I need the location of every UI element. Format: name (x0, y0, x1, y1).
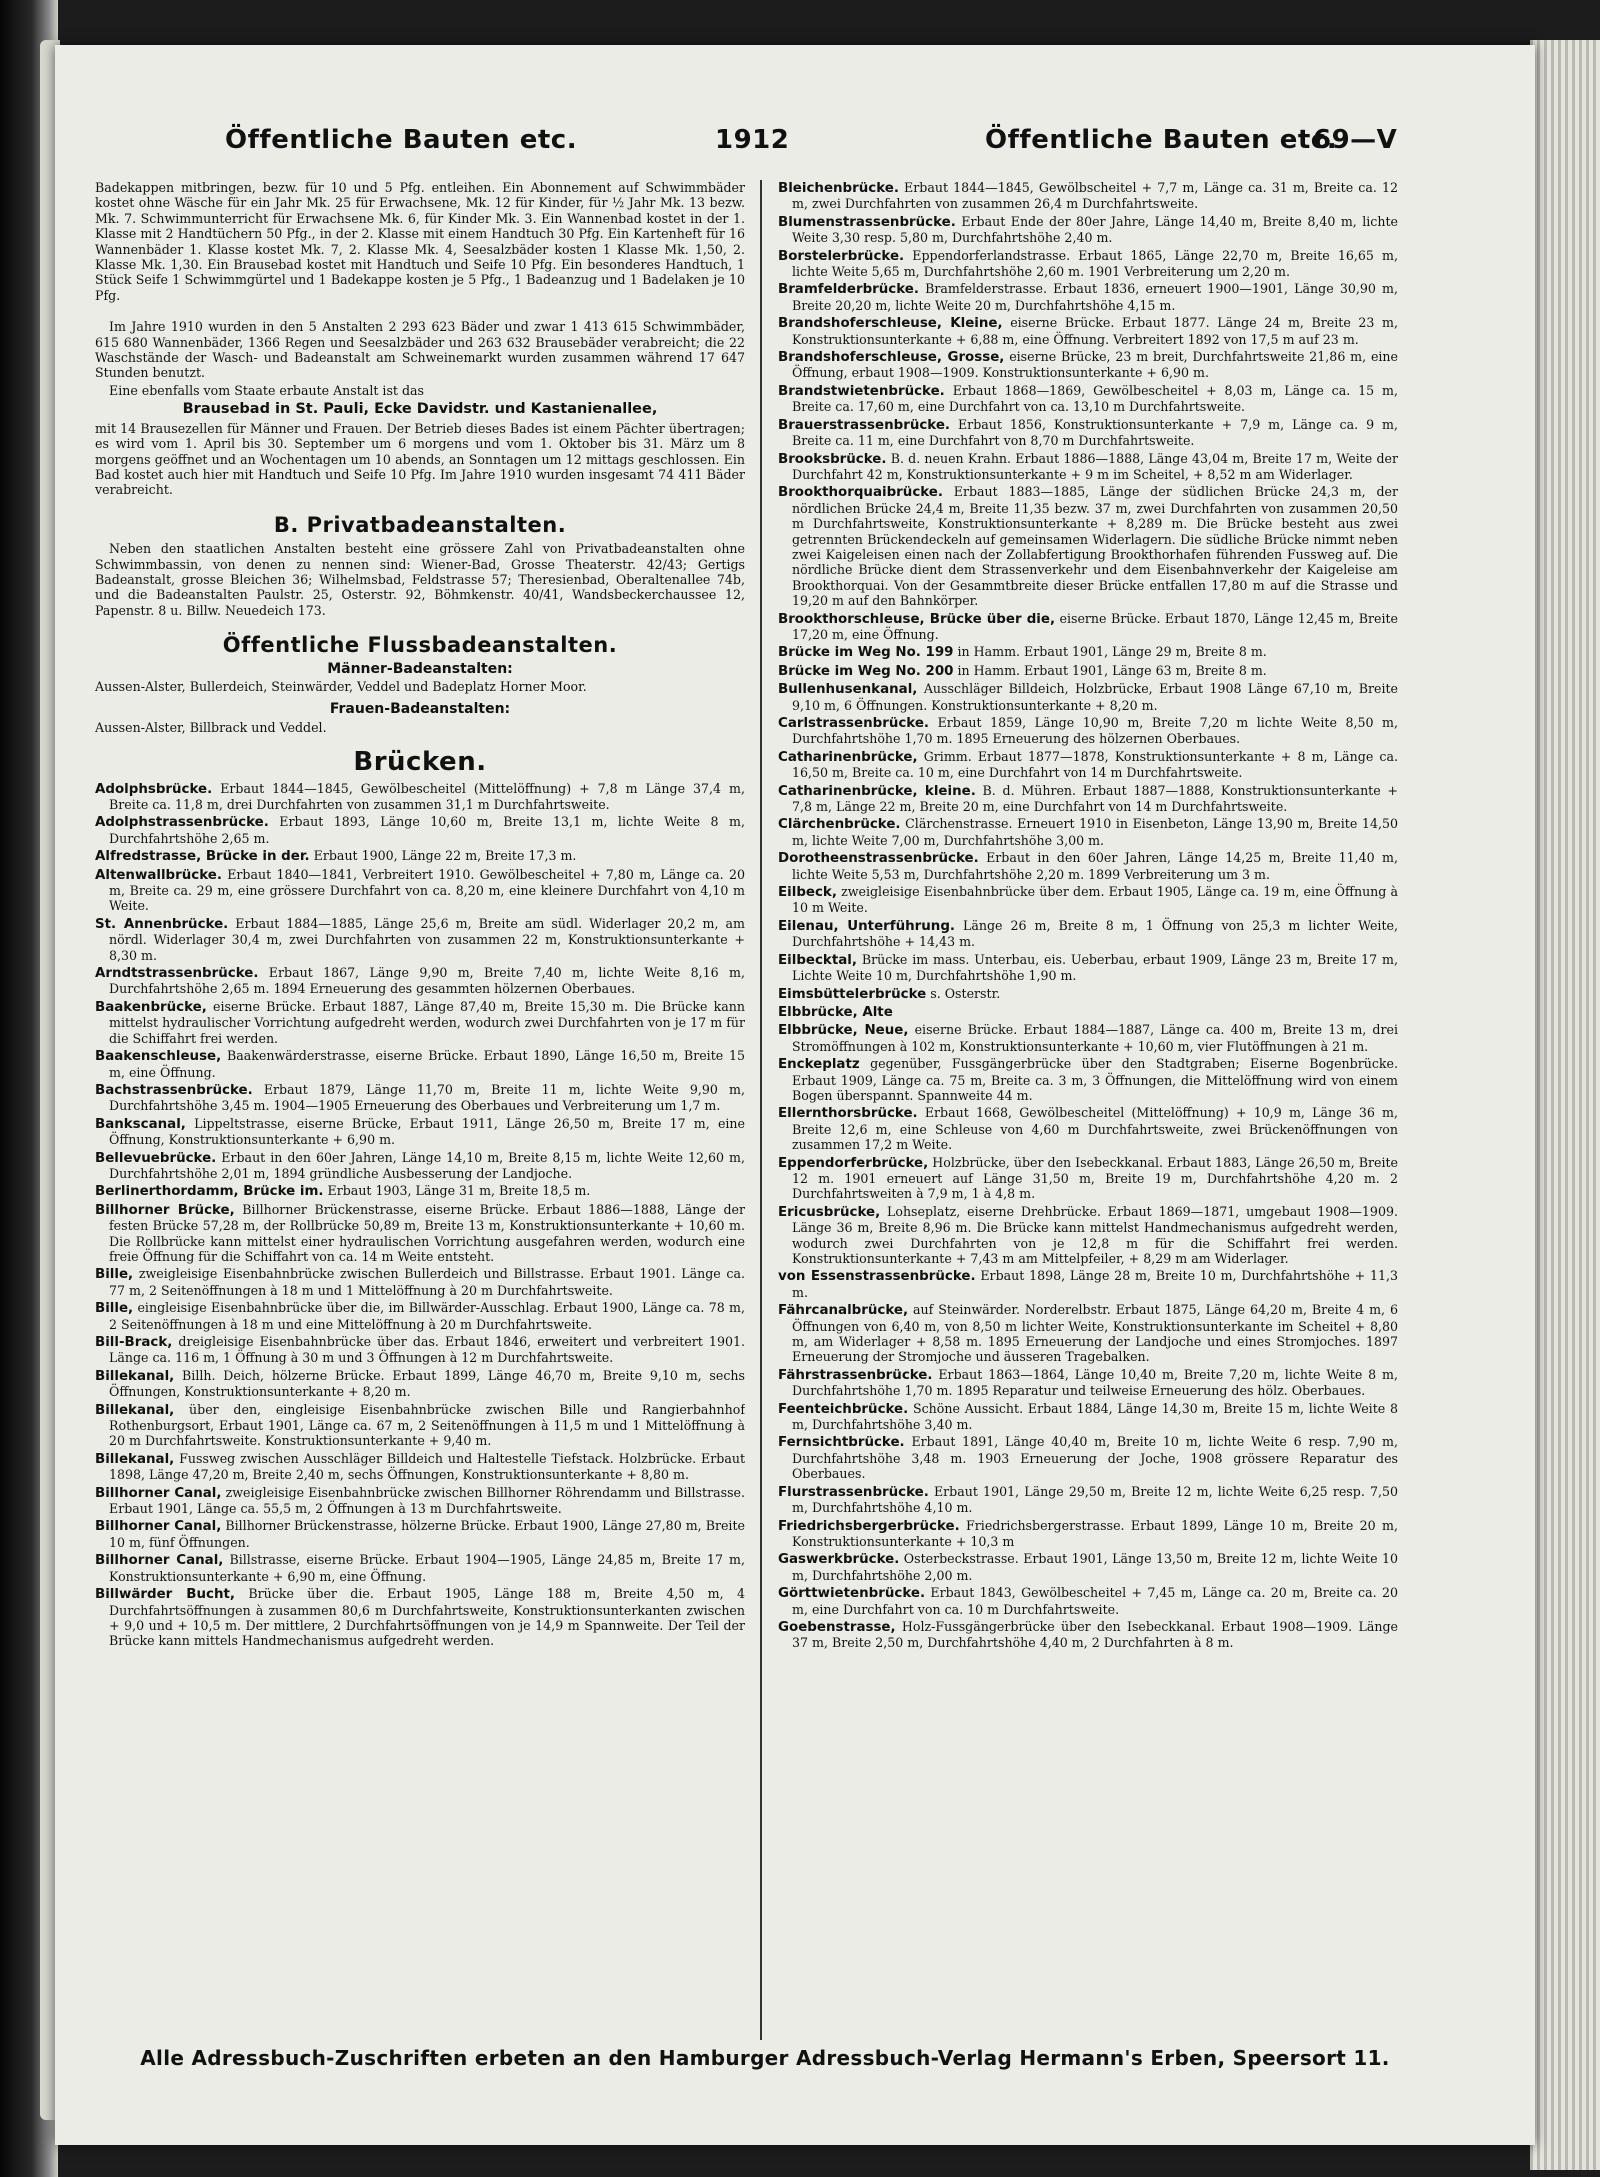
bridge-name: Blumenstrassenbrücke. (778, 214, 956, 230)
bridge-name: Brandstwietenbrücke. (778, 383, 945, 399)
bridge-name: Catharinenbrücke, (778, 749, 918, 765)
bridge-entry (95, 1116, 745, 1148)
privat-text: Neben den staatlichen Anstalten besteht eine grössere Zahl von Privatbadeanstalten ohne Schwimmbassin, von denen zu nennen sind: Wiener-Bad, Grosse Theaterstr. 42/43; Gertigs Badeanstalt, grosse Bleichen 36; Wilhelmsbad, Feldstrasse 57; Theresienbad, Oberaltenallee 74b, und die Badeanstalten Paulstr. 25, Osterstr. 92, Böhmkenstr. 40/41, Wandsbeckerchaussee 12, Papenstr. 8 u. Billw. Neuedeich 173. (95, 541, 745, 618)
bridge-details: B. d. Mühren. Erbaut 1887—1888, Konstruktionsunterkante + 7,8 m, Länge 22 m, Breite 20 m, eine Durchfahrt von 14 m Durchfahrtsweite. (792, 782, 1398, 815)
bridge-name: Görttwietenbrücke. (778, 1586, 926, 1602)
bridge-entry (778, 918, 1398, 950)
bridge-entry (778, 315, 1398, 347)
bridge-name: Billwärder Bucht, (95, 1587, 235, 1603)
header-year: 1912 (715, 125, 790, 155)
bridge-name: Eppendorferbrücke, (778, 1155, 929, 1171)
bridge-name: Altenwallbrücke. (95, 867, 222, 883)
bridge-details: in Hamm. Erbaut 1901, Länge 29 m, Breite 8 m. (957, 644, 1267, 660)
bridge-details: Länge 26 m, Breite 8 m, 1 Öffnung von 25,3 m lichter Weite, Durchfahrtshöhe + 14,43 m. (792, 917, 1398, 950)
bridge-entry (778, 1022, 1398, 1054)
bridge-details: Schöne Aussicht. Erbaut 1884, Länge 14,30 m, Breite 15 m, lichte Weite 8 m, Durchfahrtshöhe 3,40 m. (792, 1400, 1398, 1433)
bridge-details: Eppendorferlandstrasse. Erbaut 1865, Länge 22,70 m, Breite 16,65 m, lichte Weite 5,65 m, Durchfahrtshöhe 2,60 m. 1901 Verbreiterung um 2,20 m. (792, 247, 1398, 280)
bridge-name: Fährcanalbrücke, (778, 1303, 909, 1319)
bridge-name: Bille, (95, 1301, 134, 1317)
bridge-details: Erbaut 1863—1864, Länge 10,40 m, Breite 7,20 m, lichte Weite 8 m, Durchfahrtshöhe 1,70 m. 1895 Reparatur und teilweise Erneuerung des hölz. Oberbaues. (792, 1366, 1398, 1399)
bridge-name: Bill-Brack, (95, 1335, 173, 1350)
bridge-entry (95, 965, 745, 997)
bridge-entry (95, 1300, 745, 1332)
fluss-section-title: Öffentliche Flussbadeanstalten. (222, 633, 618, 658)
bridge-details: Erbaut 1844—1845, Gewölbscheitel + 7,7 m, Länge ca. 31 m, Breite ca. 12 m, zwei Durchfahrten von zusammen 26,4 m Durchfahrtsweite. (792, 180, 1398, 212)
bridge-details: zweigleisige Eisenbahnbrücke über dem. Erbaut 1905, Länge ca. 19 m, eine Öffnung à 10 m Weite. (792, 884, 1398, 916)
bridge-entry (95, 1368, 745, 1400)
bridge-details: Erbaut 1893, Länge 10,60 m, Breite 13,1 m, lichte Weite 8 m, Durchfahrtshöhe 2,65 m. (109, 814, 745, 846)
bridge-details: Billh. Deich, hölzerne Brücke. Erbaut 1899, Länge 46,70 m, Breite 9,10 m, sechs Öffnungen, Konstruktionsunterkante + 8,20 m. (109, 1367, 745, 1400)
footer-advertisement: Alle Adressbuch-Zuschriften erbeten an den Hamburger Adressbuch-Verlag Hermann's Erben, Speersort 11. (140, 2046, 1390, 2070)
column-divider (760, 180, 762, 2040)
intro-lead: Eine ebenfalls vom Staate erbaute Anstalt ist das (109, 382, 425, 398)
bridge-details: Ausschläger Billdeich, Holzbrücke, Erbaut 1908 Länge 67,10 m, Breite 9,10 m, 6 Öffnungen. Konstruktionsunterkante + 8,20 m. (792, 681, 1398, 713)
bridge-details: Erbaut 1879, Länge 11,70 m, Breite 11 m, lichte Weite 9,90 m, Durchfahrtshöhe 3,45 m. 1904—1905 Erneuerung des Oberbaues und Verbreiterung um 1,7 m. (109, 1081, 745, 1114)
bridge-details: in Hamm. Erbaut 1901, Länge 63 m, Breite 8 m. (957, 662, 1267, 678)
bridge-details: Erbaut Ende der 80er Jahre, Länge 14,40 m, Breite 8,40 m, lichte Weite 3,30 resp. 5,80 m, Durchfahrtshöhe 2,40 m. (792, 213, 1398, 246)
bridge-details: Erbaut 1859, Länge 10,90 m, Breite 7,20 m lichte Weite 8,50 m, Durchfahrtshöhe 1,70 m. 1895 Erneuerung des hölzernen Oberbaues. (792, 715, 1398, 747)
bridge-entry (778, 281, 1398, 313)
bridge-details: Holz-Fussgängerbrücke über den Isebeckkanal. Erbaut 1908—1909. Länge 37 m, Breite 2,50 m, Durchfahrtshöhe 4,40 m, 2 Durchfahrten à 8 m. (792, 1618, 1398, 1651)
bridge-entry (778, 1268, 1398, 1300)
header-right-title: Öffentliche Bauten etc. (985, 125, 1338, 155)
bridge-name: Bachstrassenbrücke. (95, 1082, 253, 1098)
bridge-details: Billhorner Brückenstrasse, hölzerne Brücke. Erbaut 1900, Länge 27,80 m, Breite 10 m, fünf Öffnungen. (109, 1518, 745, 1550)
bridge-details: Erbaut 1868—1869, Gewölbescheitel + 8,03 m, Länge ca. 15 m, Breite ca. 17,60 m, eine Durchfahrt von ca. 13,10 m Durchfahrtsweite. (792, 382, 1398, 415)
bridge-details: Erbaut in den 60er Jahren, Länge 14,10 m, Breite 8,15 m, lichte Weite 12,60 m, Durchfahrtshöhe 2,01 m, 1894 gründliche Ausbesserung der Landjoche. (109, 1149, 745, 1181)
bridge-name: Bullenhusenkanal, (778, 682, 918, 698)
bridge-entry (95, 1552, 745, 1584)
bridge-entry (778, 611, 1398, 643)
bridge-entry (778, 850, 1398, 882)
bridge-entry (778, 1434, 1398, 1481)
bridge-name: Fernsichtbrücke. (778, 1435, 905, 1451)
bridge-details: Bramfelderstrasse. Erbaut 1836, erneuert 1900—1901, Länge 30,90 m, Breite 20,20 m, lichte Weite 20 m, Durchfahrtshöhe 4,15 m. (792, 281, 1398, 313)
bridge-name: Billhorner Canal, (95, 1519, 222, 1535)
bridge-details: dreigleisige Eisenbahnbrücke über das. Erbaut 1846, erweitert und verbreitert 1901. Länge ca. 116 m, 1 Öffnung à 30 m und 3 Öffnungen à 12 m Durchfahrtsweite. (109, 1334, 745, 1366)
bridge-entry (95, 1334, 745, 1366)
bridge-entry (778, 248, 1398, 280)
bridge-entry (778, 1619, 1398, 1651)
bridge-name: Baakenschleuse, (95, 1049, 222, 1065)
bridge-entry (95, 1082, 745, 1114)
bridge-entry (95, 1048, 745, 1080)
bridge-name: Borstelerbrücke. (778, 248, 905, 264)
bridge-details: Brücke im mass. Unterbau, eis. Ueberbau, erbaut 1909, Länge 23 m, Breite 17 m, Lichte Weite 10 m, Durchfahrtshöhe 1,90 m. (792, 951, 1398, 984)
bridge-name: Feenteichbrücke. (778, 1401, 909, 1417)
bridge-entry (778, 1401, 1398, 1433)
bridge-entry (778, 214, 1398, 246)
bruecken-section-title: Brücken. (353, 747, 487, 778)
bridge-details: Billhorner Brückenstrasse, eiserne Brücke. Erbaut 1886—1888, Länge der festen Brücke 57,28 m, der Rollbrücke 50,89 m, Breite 13 m, Konstruktionsunterkante + 10,60 m. Die Rollbrücke kann mittelst einer hydraulischen Vorrichtung ausgefahren werden, wodurch eine freie Öffnung für die Schiffahrt von ca. 14 m Weite entsteht. (109, 1201, 745, 1264)
bridge-details: eiserne Brücke. Erbaut 1877. Länge 24 m, Breite 23 m, Konstruktionsunterkante + 6,88 m, eine Öffnung. Verbreitert 1892 von 17,5 m auf 23 m. (792, 315, 1398, 347)
bridge-details: eiserne Brücke. Erbaut 1887, Länge 87,40 m, Breite 15,30 m. Die Brücke kann mittelst hydraulischer Vorrichtung aufgedreht werden, wodurch zwei Durchfahrten von je 17 m für die Schiffahrt frei werden. (109, 998, 745, 1046)
bridge-details: Baakenwärderstrasse, eiserne Brücke. Erbaut 1890, Länge 16,50 m, Breite 15 m, eine Öffnung. (109, 1048, 745, 1080)
bridge-entry (95, 848, 745, 864)
bridge-name: Bleichenbrücke. (778, 181, 899, 196)
bridge-details: eiserne Brücke. Erbaut 1870, Länge 12,45 m, Breite 17,20 m, eine Öffnung. (792, 610, 1398, 642)
bridge-entry (95, 1586, 745, 1649)
bridge-name: Friedrichsbergerbrücke. (778, 1518, 960, 1534)
bridge-entry (778, 1551, 1398, 1583)
bridge-details: eiserne Brücke, 23 m breit, Durchfahrtsweite 21,86 m, eine Öffnung, erbaut 1908—1909. Konstruktionsunterkante + 6,90 m. (792, 349, 1398, 381)
intro-paragraph: Badekappen mitbringen, bezw. für 10 und 5 Pfg. entleihen. Ein Abonnement auf Schwimmbäder kostet ohne Wäsche für ein Jahr Mk. 25 für Erwachsene, Mk. 12 für Kinder, für ½ Jahr Mk. 13 bezw. Mk. 7. Schwimmunterricht für Erwachsene Mk. 6, für Kinder Mk. 3. Ein Wannenbad kostet in der 1. Klasse mit 2 Handtüchern 50 Pfg., in der 2. Klasse mit einem Handtuch 30 Pfg. Ein Kartenheft für 16 Wannenbäder 1. Klasse kostet Mk. 7, 2. Klasse Mk. 4, Seesalzbäder kosten 1 Klasse Mk. 1,50, 2. Klasse Mk. 1,30. Ein Brausebad kostet mit Handtuch und Seife 10 Pfg. Ein besonderes Handtuch, 1 Stück Seife 1 Schwimmgürtel und 1 Badekappe kosten je 5 Pfg., 1 Badeanzug und 1 Badelaken je 10 Pfg. (95, 180, 745, 303)
bridge-name: von Essenstrassenbrücke. (778, 1269, 976, 1285)
bridge-name: Ellernthorsbrücke. (778, 1106, 918, 1122)
header-page-number: 69—V (1313, 125, 1398, 155)
bridge-entry (778, 816, 1398, 848)
bridge-entry (95, 1202, 745, 1265)
bridge-entry (95, 867, 745, 914)
right-column (778, 180, 1398, 2042)
bridge-details: Billstrasse, eiserne Brücke. Erbaut 1904—1905, Länge 24,85 m, Breite 17 m, Konstruktionsunterkante + 6,90 m, eine Öffnung. (109, 1552, 745, 1584)
brausebad-title: Brausebad in St. Pauli, Ecke Davidstr. und Kastanienallee, (182, 401, 658, 418)
brausebad-text: mit 14 Brausezellen für Männer und Frauen. Der Betrieb dieses Bades ist einem Pächter übertragen; es wird vom 1. April bis 30. September um 6 morgens und vom 1. Oktober bis 31. März um 8 morgens geöffnet und an Wochentagen um 10 abends, an Sonntagen um 12 mittags geschlossen. Ein Bad kostet auch hier mit Handtuch und Seife 10 Pfg. Im Jahre 1910 wurden insgesamt 74 411 Bäder verabreicht. (95, 420, 745, 498)
bridge-name: Brookthorschleuse, Brücke über die, (778, 611, 1056, 627)
bridge-name: Clärchenbrücke. (778, 817, 901, 833)
bridge-entry (778, 383, 1398, 415)
bridge-details: Holzbrücke, über den Isebeckkanal. Erbaut 1883, Länge 26,50 m, Breite 12 m. 1901 erneuert auf Länge 31,50 m, Breite 19 m, Durchfahrtshöhe 4,20 m. 2 Durchfahrtsweiten à 7,9 m, 1 à 4,8 m. (792, 1154, 1398, 1202)
bridge-details: Erbaut 1901, Länge 29,50 m, Breite 12 m, lichte Weite 6,25 resp. 7,50 m, Durchfahrtshöhe 4,10 m. (792, 1483, 1398, 1516)
bridge-details: Erbaut 1903, Länge 31 m, Breite 18,5 m. (327, 1183, 591, 1199)
bridge-name: Goebenstrasse, (778, 1619, 896, 1635)
bridge-name: Brookthorquaibrücke. (778, 485, 943, 501)
bridge-details: Erbaut 1844—1845, Gewölbescheitel (Mittelöffnung) + 7,8 m Länge 37,4 m, Breite ca. 11,8 m, drei Durchfahrten von zusammen 31,1 m Durchfahrtsweite. (109, 780, 745, 812)
bridge-entry (778, 986, 1398, 1002)
bridge-entry (778, 1204, 1398, 1267)
bridge-details: Erbaut 1884—1885, Länge 25,6 m, Breite am südl. Widerlager 20,2 m, am nördl. Widerlager 30,4 m, zwei Durchfahrten von zusammen 22 m, Konstruktionsunterkante + 8,30 m. (109, 915, 745, 963)
bridge-name: Eilbecktal, (778, 952, 857, 968)
page-header (225, 125, 1405, 165)
bridge-name: Fährstrassenbrücke. (778, 1367, 933, 1383)
bridge-name: Adolphsbrücke. (95, 781, 213, 797)
bridge-details: Grimm. Erbaut 1877—1878, Konstruktionsunterkante + 8 m, Länge ca. 16,50 m, Breite ca. 10 m, eine Durchfahrt von 14 m Durchfahrtsweite. (792, 748, 1398, 781)
bridge-name: Billhorner Canal, (95, 1553, 224, 1569)
bridge-details: eiserne Brücke. Erbaut 1884—1887, Länge ca. 400 m, Breite 13 m, drei Stromöffnungen à 102 m, Konstruktionsunterkante + 10,60 m, vier Flutöffnungen à 21 m. (792, 1022, 1398, 1054)
right-bridge-list (778, 180, 1398, 1651)
bridge-name: Billhorner Canal, (95, 1485, 222, 1501)
bridge-details: Clärchenstrasse. Erneuert 1910 in Eisenbeton, Länge 13,90 m, Breite 14,50 m, lichte Weite 7,00 m, Durchfahrtshöhe 3,00 m. (792, 816, 1398, 848)
bridge-name: Brandshoferschleuse, Kleine, (778, 316, 1003, 332)
bridge-details: B. d. neuen Krahn. Erbaut 1886—1888, Länge 43,04 m, Breite 17 m, Weite der Durchfahrt 42 m, Konstruktionsunterkante + 9 m im Scheitel, + 8,52 m am Widerlager. (792, 450, 1398, 482)
bridge-details: Erbaut 1883—1885, Länge der südlichen Brücke 24,3 m, der nördlichen Brücke 24,4 m, Breite 11,35 bezw. 37 m, zwei Durchfahrten von zusammen 20,50 m Durchfahrtsweite, Konstruktionsunterkante + 8,289 m. Die Brücke besteht aus zwei getrennten Brückendeckeln auf gemeinsamen Widerlagern. Die südliche Brücke nimmt neben zwei Kaigeleisen einen nach der Zollabfertigung Brookthorhafen führenden Fussweg auf. Die nördliche Brücke dient dem Strassenverkehr und dem Eisenbahnverkehr der Kaigeleise am Brookthorquai. Von der Gesammtbreite dieser Brücke entfallen 17,80 m auf die Strasse und 19,20 m auf den Bahnkörper. (792, 484, 1398, 609)
bridge-entry (778, 1585, 1398, 1617)
bridge-details: Brücke über die. Erbaut 1905, Länge 188 m, Breite 4,50 m, 4 Durchfahrtsöffnungen à zusammen 80,6 m Durchfahrtsweite, Konstruktionsunterkanten zwischen + 9,0 und + 10,5 m. Der mittlere, 2 Durchfahrtsöffnungen von je 14,9 m Spannweite. Der Teil der Brücke kann mittels Handmechanismus aufgedreht werden. (109, 1586, 745, 1649)
bridge-name: Billhorner Brücke, (95, 1202, 235, 1218)
bridge-name: Catharinenbrücke, kleine. (778, 783, 976, 799)
bridge-name: Arndtstrassenbrücke. (95, 966, 259, 982)
bridge-details: zweigleisige Eisenbahnbrücke zwischen Billhorner Röhrendamm und Billstrasse. Erbaut 1901, Länge ca. 55,5 m, 2 Öffnungen à 13 m Durchfahrtsweite. (109, 1484, 745, 1517)
bridge-details: Erbaut 1900, Länge 22 m, Breite 17,3 m. (313, 848, 577, 864)
bridge-entry (778, 749, 1398, 781)
bridge-entry (778, 1004, 1398, 1020)
privat-section-title: B. Privatbadeanstalten. (273, 512, 567, 537)
bridge-name: Dorotheenstrassenbrücke. (778, 851, 979, 867)
bridge-name: Brooksbrücke. (778, 451, 887, 467)
bridge-entry (778, 952, 1398, 984)
bridge-details: Erbaut 1840—1841, Verbreitert 1910. Gewölbescheitel + 7,80 m, Länge ca. 20 m, Breite ca. 29 m, eine grössere Durchfahrt von ca. 8,20 m, eine kleinere Durchfahrt von 4,10 m Weite. (109, 866, 745, 914)
bridge-entry (778, 349, 1398, 381)
left-bridge-list (95, 781, 745, 1649)
bridge-entry (778, 484, 1398, 608)
bridge-details: Erbaut 1843, Gewölbescheitel + 7,45 m, Länge ca. 20 m, Breite ca. 20 m, eine Durchfahrt von ca. 10 m Durchfahrtsweite. (792, 1585, 1398, 1617)
bridge-entry (95, 1183, 745, 1199)
men-baths-text: Aussen-Alster, Bullerdeich, Steinwärder, Veddel und Badeplatz Horner Moor. (95, 678, 587, 694)
bridge-details: gegenüber, Fussgängerbrücke über den Stadtgraben; Eiserne Bogenbrücke. Erbaut 1909, Länge ca. 75 m, Breite ca. 3 m, 3 Öffnungen, die Mittelöffnung wird von einem Bogen überspannt. Spannweite 44 m. (792, 1056, 1398, 1103)
bridge-entry (778, 783, 1398, 815)
bridge-name: Berlinerthordamm, Brücke im. (95, 1184, 324, 1200)
bridge-details: über den, eingleisige Eisenbahnbrücke zwischen Bille und Rangierbahnhof Rothenburgsort, Erbaut 1901, Länge ca. 67 m, 2 Seitenöffnungen à 11,5 m und 1 Mittelöffnung à 20 m Durchfahrtsweite. Konstruktionsunterkante + 9,40 m. (109, 1401, 745, 1449)
bridge-name: Elbbrücke, Neue, (778, 1023, 909, 1039)
bridge-entry (778, 451, 1398, 483)
bridge-entry (95, 781, 745, 813)
bridge-name: Bankscanal, (95, 1116, 186, 1132)
bridge-details: Erbaut 1891, Länge 40,40 m, Breite 10 m, lichte Weite 6 resp. 7,90 m, Durchfahrtshöhe 3,48 m. 1903 Erneuerung der Joche, 1908 grössere Reparatur des Oberbaues. (792, 1434, 1398, 1482)
bridge-details: Osterbeckstrasse. Erbaut 1901, Länge 13,50 m, Breite 12 m, lichte Weite 10 m, Durchfahrtshöhe 2,00 m. (792, 1551, 1398, 1583)
bridge-entry (778, 180, 1398, 212)
bridge-entry (778, 417, 1398, 449)
bridge-entry (778, 715, 1398, 747)
bridge-entry (778, 1105, 1398, 1152)
bridge-entry (95, 1485, 745, 1517)
bridge-name: Brandshoferschleuse, Grosse, (778, 350, 1005, 366)
bridge-details: Lippeltstrasse, eiserne Brücke, Erbaut 1911, Länge 26,50 m, Breite 17 m, eine Öffnung, Konstruktionsunterkante + 6,90 m. (109, 1115, 745, 1148)
bridge-details: Erbaut in den 60er Jahren, Länge 14,25 m, Breite 11,40 m, lichte Weite 5,53 m, Durchfahrtshöhe 2,20 m. 1899 Verbreiterung um 3 m. (792, 850, 1398, 882)
bridge-name: Baakenbrücke, (95, 999, 207, 1015)
bridge-name: Billekanal, (95, 1368, 175, 1384)
bridge-details: Erbaut 1898, Länge 28 m, Breite 10 m, Durchfahrtshöhe + 11,3 m. (792, 1268, 1398, 1300)
bridge-entry (778, 681, 1398, 713)
bridge-name: Flurstrassenbrücke. (778, 1484, 929, 1500)
bridge-details: Friedrichsbergerstrasse. Erbaut 1899, Länge 10 m, Breite 20 m, Konstruktionsunterkante + 10,3 m (792, 1517, 1398, 1549)
bridge-name: Ericusbrücke, (778, 1204, 881, 1220)
bridge-entry (778, 884, 1398, 916)
bridge-entry (778, 644, 1398, 660)
bridge-name: Eimsbüttelerbrücke (778, 986, 927, 1002)
bridge-name: Elbbrücke, Alte (778, 1004, 893, 1020)
bridge-name: Billekanal, (95, 1402, 175, 1418)
bridge-name: Brauerstrassenbrücke. (778, 417, 951, 433)
bridge-name: Eilbeck, (778, 885, 837, 901)
left-column (95, 180, 745, 2042)
bridge-details: Erbaut 1856, Konstruktionsunterkante + 7,9 m, Länge ca. 9 m, Breite ca. 11 m, eine Durchfahrt von 8,70 m Durchfahrtsweite. (792, 416, 1398, 449)
bridge-name: Brücke im Weg No. 200 (778, 663, 954, 679)
bridge-details: zweigleisige Eisenbahnbrücke zwischen Bullerdeich und Billstrasse. Erbaut 1901. Länge ca. 77 m, 2 Seitenöffnungen à 18 m und 1 Mittelöffnung à 20 m Durchfahrtsweite. (109, 1266, 745, 1298)
bridge-entry (778, 1367, 1398, 1399)
bridge-entry (778, 663, 1398, 679)
bridge-name: Carlstrassenbrücke. (778, 716, 929, 731)
bridge-name: Bellevuebrücke. (95, 1150, 217, 1166)
bridge-entry (95, 1518, 745, 1550)
bridge-details: auf Steinwärder. Norderelbstr. Erbaut 1875, Länge 64,20 m, Breite 4 m, 6 Öffnungen von 6,40 m, von 8,50 m lichter Weite, Konstruktionsunterkante im Scheitel + 8,80 m, am Widerlager + 8,58 m. 1895 Erneuerung der Landjoche und eines Stromjoches. 1897 Erneuerung der Stromjoche und äusseren Tragebalken. (792, 1302, 1398, 1365)
bridge-details: Lohseplatz, eiserne Drehbrücke. Erbaut 1869—1871, umgebaut 1908—1909. Länge 36 m, Breite 8,96 m. Die Brücke kann mittelst Handmechanismus aufgedreht werden, wodurch zwei Durchfahrten von je 12,8 m für die Schiffahrt frei werden. Konstruktionsunterkante + 7,43 m am Mittelpfeiler, + 8,29 m am Widerlager. (792, 1203, 1398, 1266)
bridge-entry (778, 1056, 1398, 1103)
page-stack-edge (1530, 40, 1600, 2170)
bridge-entry (95, 1150, 745, 1182)
bridge-name: Gaswerkbrücke. (778, 1552, 900, 1568)
bridge-details: eingleisige Eisenbahnbrücke über die, im Billwärder-Ausschlag. Erbaut 1900, Länge ca. 78 m, 2 Seitenöffnungen à 18 m und eine Mittelöffnung à 20 m Durchfahrtsweite. (109, 1300, 745, 1332)
bridge-name: Bramfelderbrücke. (778, 282, 919, 298)
bridge-name: Adolphstrassenbrücke. (95, 815, 269, 831)
bridge-name: Billekanal, (95, 1451, 175, 1467)
bridge-entry (778, 1518, 1398, 1550)
women-baths-title: Frauen-Badeanstalten: (329, 701, 511, 718)
bridge-entry (778, 1302, 1398, 1365)
bridge-entry (95, 999, 745, 1046)
bridge-name: St. Annenbrücke. (95, 916, 229, 932)
women-baths-text: Aussen-Alster, Billbrack und Veddel. (95, 719, 327, 735)
header-left-title: Öffentliche Bauten etc. (225, 125, 578, 155)
stats-paragraph: Im Jahre 1910 wurden in den 5 Anstalten 2 293 623 Bäder und zwar 1 413 615 Schwimmbäder, 615 680 Wannenbäder, 1366 Regen und Seesalzbäder und 263 632 Brausebäder verabreicht; die 22 Waschstände der Wasch- und Badeanstalt am Schweinemarkt wurden zusammen während 17 647 Stunden benutzt. (95, 319, 745, 381)
bridge-entry (95, 814, 745, 846)
bridge-entry (778, 1484, 1398, 1516)
bridge-name: Enckeplatz (778, 1057, 860, 1073)
bridge-details: Erbaut 1867, Länge 9,90 m, Breite 7,40 m, lichte Weite 8,16 m, Durchfahrtshöhe 2,65 m. 1894 Erneuerung des gesammten hölzernen Oberbaues. (109, 965, 745, 997)
bridge-entry (778, 1155, 1398, 1202)
bridge-entry (95, 1402, 745, 1449)
bridge-name: Bille, (95, 1267, 134, 1283)
bridge-details: Fussweg zwischen Ausschläger Billdeich und Haltestelle Tiefstack. Holzbrücke. Erbaut 1898, Länge 47,20 m, Breite 2,40 m, sechs Öffnungen, Konstruktionsunterkante + 8,80 m. (109, 1450, 745, 1483)
bridge-entry (95, 1266, 745, 1298)
bridge-details: s. Osterstr. (930, 985, 1001, 1001)
bridge-details: Erbaut 1668, Gewölbescheitel (Mittelöffnung) + 10,9 m, Länge 36 m, Breite 12,6 m, eine Schleuse von 4,60 m Durchfahrtsweite, zwei Brückenöffnungen von zusammen 17,2 m Weite. (792, 1105, 1398, 1153)
bridge-entry (95, 1451, 745, 1483)
men-baths-title: Männer-Badeanstalten: (327, 660, 513, 677)
bridge-name: Brücke im Weg No. 199 (778, 645, 954, 661)
bridge-entry (95, 916, 745, 963)
bridge-name: Eilenau, Unterführung. (778, 918, 955, 934)
bridge-name: Alfredstrasse, Brücke in der. (95, 849, 310, 865)
